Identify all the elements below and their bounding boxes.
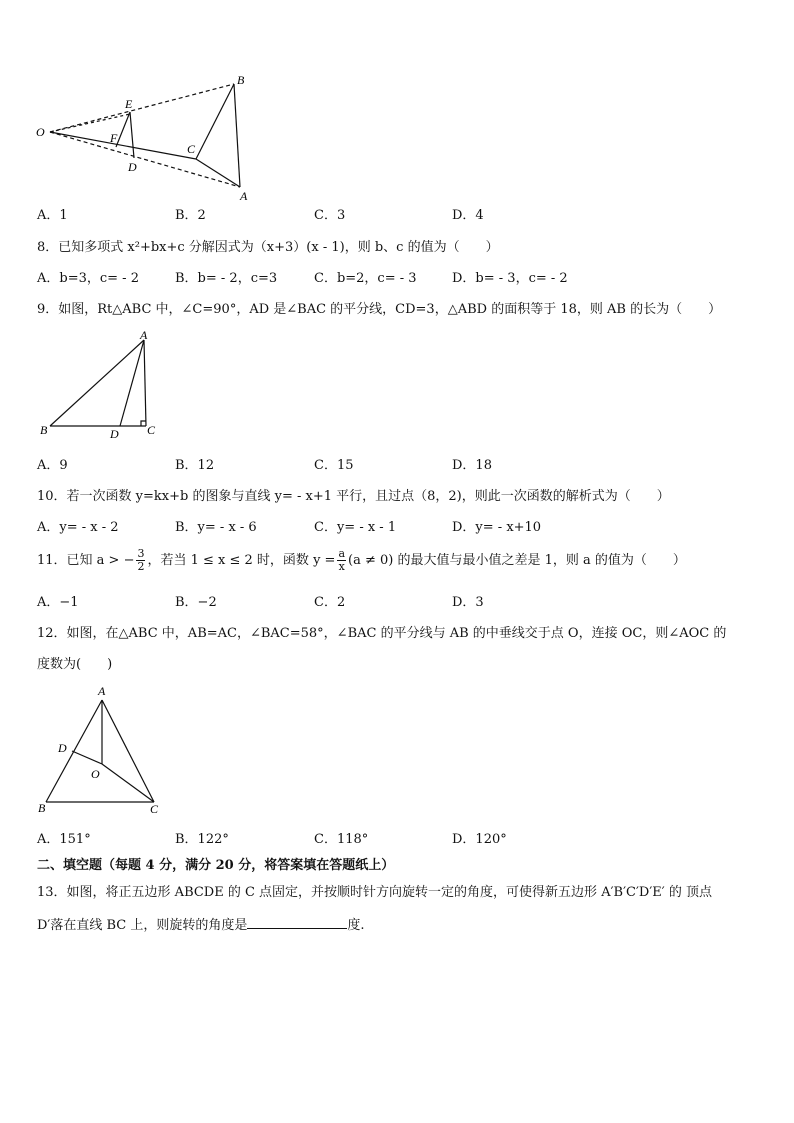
q12-option-a[interactable]: A．151° xyxy=(37,832,91,847)
figure-q12-svg xyxy=(34,684,164,818)
q10-text: 10．若一次函数 y=kx+b 的图象与直线 y= - x+1 平行，且过点（8，2)，则此一次函数的解析式为（ ） xyxy=(37,489,670,504)
q7-option-c[interactable]: C．3 xyxy=(314,208,346,223)
q13-text-line1: 13．如图，将正五边形 ABCDE 的 C 点固定，并按顺时针方向旋转一定的角度，可使得新五边形 A′B′C′D′E′ 的 顶点 xyxy=(37,885,713,900)
q11-option-b[interactable]: B．−2 xyxy=(175,595,217,610)
q7-option-b[interactable]: B．2 xyxy=(175,208,206,223)
q13-line2-pre: D′落在直线 BC 上，则旋转的角度是 xyxy=(37,918,248,933)
fig7-label-e: E xyxy=(125,97,133,111)
fig7-label-b: B xyxy=(237,73,245,87)
q8-text: 8．已知多项式 x²+bx+c 分解因式为（x+3）(x - 1)，则 b、c 的值为（ ） xyxy=(37,240,499,255)
fig7-label-a: A xyxy=(240,189,248,203)
q13-text-line2 xyxy=(37,916,365,934)
figure-q9-svg xyxy=(36,330,166,442)
fig12-label-b: B xyxy=(38,801,46,815)
q9-option-b[interactable]: B．12 xyxy=(175,458,215,473)
fig12-label-c: C xyxy=(150,802,159,816)
q12-option-b[interactable]: B．122° xyxy=(175,832,229,847)
q13-line2-post: 度. xyxy=(347,918,365,933)
q10-option-a[interactable]: A．y= - x - 2 xyxy=(37,520,119,535)
q11-frac2-num: a xyxy=(338,547,346,560)
q9-text: 9．如图，Rt△ABC 中，∠C=90°，AD 是∠BAC 的平分线，CD=3，△ABD 的面积等于 18，则 AB 的长为（ ） xyxy=(37,302,722,317)
q12-option-c[interactable]: C．118° xyxy=(314,832,369,847)
q10-option-d[interactable]: D．y= - x+10 xyxy=(452,520,542,535)
q8-option-a[interactable]: A．b=3，c= - 2 xyxy=(37,271,139,286)
q11-text xyxy=(37,548,686,573)
q11-post: (a ≠ 0) 的最大值与最小值之差是 1，则 a 的值为（ ） xyxy=(348,553,686,568)
q12-option-d[interactable]: D．120° xyxy=(452,832,507,847)
figure-q12 xyxy=(34,684,164,818)
fig7-label-c: C xyxy=(187,142,196,156)
q11-option-c[interactable]: C．2 xyxy=(314,595,346,610)
figure-q7 xyxy=(30,72,260,204)
fig7-label-d: D xyxy=(128,160,137,174)
fig12-label-a: A xyxy=(98,684,106,698)
q11-pre: 11．已知 a > − xyxy=(37,553,135,568)
q11-frac1-den: 2 xyxy=(137,560,145,573)
q8-option-d[interactable]: D．b= - 3，c= - 2 xyxy=(452,271,568,286)
q11-fraction-1 xyxy=(136,548,145,573)
fig9-label-b: B xyxy=(40,423,48,437)
q10-option-c[interactable]: C．y= - x - 1 xyxy=(314,520,397,535)
figure-q9 xyxy=(36,330,166,442)
q11-frac2-den: x xyxy=(338,560,345,573)
fig9-label-d: D xyxy=(110,427,119,441)
q11-fraction-2 xyxy=(337,548,346,573)
fig9-label-a: A xyxy=(140,330,148,342)
fig7-label-o: O xyxy=(36,125,45,139)
fig7-label-f: F xyxy=(110,131,118,145)
q11-frac1-num: 3 xyxy=(137,547,145,560)
q12-text-line2: 度数为( ) xyxy=(37,657,113,672)
q7-option-a[interactable]: A．1 xyxy=(37,208,68,223)
q11-option-a[interactable]: A．−1 xyxy=(37,595,79,610)
q11-mid: ，若当 1 ≤ x ≤ 2 时，函数 y = xyxy=(147,553,336,568)
fig12-label-o: O xyxy=(91,767,100,781)
figure-q7-svg xyxy=(30,72,260,204)
q9-option-d[interactable]: D．18 xyxy=(452,458,492,473)
q10-option-b[interactable]: B．y= - x - 6 xyxy=(175,520,257,535)
q9-option-c[interactable]: C．15 xyxy=(314,458,354,473)
q8-option-b[interactable]: B．b= - 2，c=3 xyxy=(175,271,278,286)
q8-option-c[interactable]: C．b=2，c= - 3 xyxy=(314,271,417,286)
q7-option-d[interactable]: D．4 xyxy=(452,208,484,223)
fig12-label-d: D xyxy=(58,741,67,755)
fig9-label-c: C xyxy=(147,423,156,437)
q12-text-line1: 12．如图，在△ABC 中，AB=AC，∠BAC=58°，∠BAC 的平分线与 AB 的中垂线交于点 O，连接 OC，则∠AOC 的 xyxy=(37,626,727,641)
q11-option-d[interactable]: D．3 xyxy=(452,595,484,610)
q13-answer-blank[interactable] xyxy=(247,916,347,929)
section-heading-fill-in: 二、填空题（每题 4 分，满分 20 分，将答案填在答题纸上） xyxy=(37,858,395,873)
q9-option-a[interactable]: A．9 xyxy=(37,458,68,473)
